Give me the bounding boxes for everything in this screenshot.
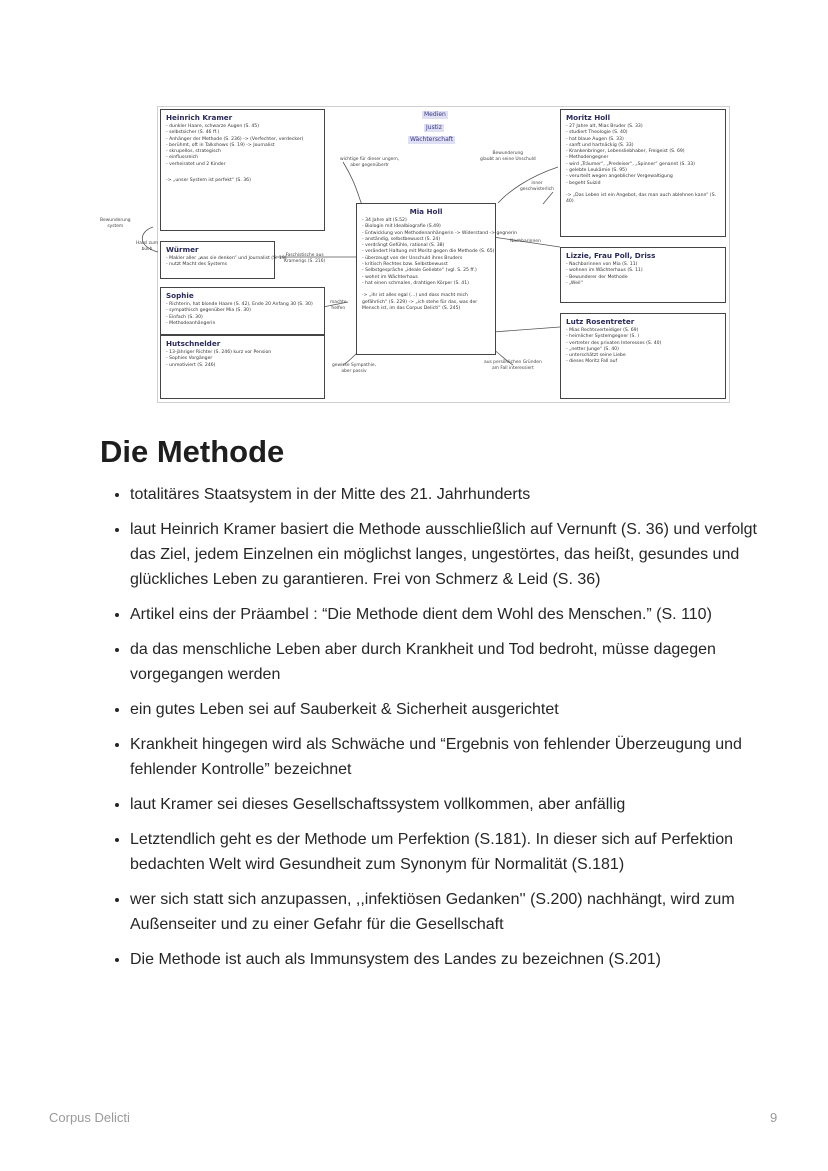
node-item: - kritisch Rechtes bzw. Selbstbewusst <box>362 262 448 268</box>
node-item: - „Weil“ <box>566 280 583 286</box>
node-item: - Methodeanhängerin <box>166 320 216 326</box>
character-map-diagram <box>136 106 730 403</box>
node-title: Hutschnelder <box>166 339 221 348</box>
bullet-item: • laut Kramer sei dieses Gesellschaftssystem vollkommen, aber anfällig <box>130 792 758 817</box>
node-title: Würmer <box>166 245 199 254</box>
bullet-item: • Die Methode ist auch als Immunsystem des Landes zu bezeichnen (S.201) <box>130 947 758 972</box>
node-item: - verändert Haltung mit Moritz gegen die Methode (S. 65) <box>362 249 495 255</box>
bullet-item: • Artikel eins der Präambel : “Die Methode dient dem Wohl des Menschen.” (S. 110) <box>130 602 758 627</box>
node-item: - Biologin mit Idealbiografie (S.49) <box>362 224 441 230</box>
node-item: - wird „Träumer“, „Predeiser“, „Spinner“ genannt (S. 33) <box>566 161 695 167</box>
footer-page-number: 9 <box>770 1110 778 1125</box>
node-item: - verdrängt Gefühle, rational (S. 38) <box>362 243 445 249</box>
tag-waechterschaft: Wächterschaft <box>410 136 454 143</box>
node-quote: -> „unser System ist perfekt“ (S. 36) <box>166 178 251 184</box>
node-sophie <box>160 287 325 335</box>
node-item: - 34 Jahre alt (S.52) <box>362 218 407 223</box>
node-item: - Selbstgespräche „ideale Geliebte“ (vgl. S. 25 ff.) <box>362 268 477 274</box>
node-title: Moritz Holl <box>566 113 611 122</box>
label-gewisse: gewisse Sympathie, aber passiv <box>332 363 376 374</box>
tag-medien: Medien <box>424 111 446 118</box>
node-item: - gelebte Leukämie (S. 95) <box>566 168 627 174</box>
node-item: - 27 Jahre alt, Mias Bruder (S. 33) <box>566 124 643 129</box>
node-title: Heinrich Kramer <box>166 113 233 122</box>
node-quote: -> „ihr ist alles egal (...) und dass macht mich gefährlich“ (S. 229) -> „ich stehe für das, was der Mensch ist, im das Corpus Delicti“ (S. 245) <box>362 293 478 311</box>
node-item: - skrupellos, strategisch <box>166 149 221 155</box>
label-inner: inner geschwisterlich <box>520 181 554 192</box>
bullet-item: • Krankheit hingegen wird als Schwäche und “Ergebnis von fehlender Überzeugung und fehlender Kontrolle” bezeichnet <box>130 732 758 782</box>
node-item: - Makler aller „was sie denken“ und Journalist (S. 19) <box>166 256 287 261</box>
section-heading: Die Methode <box>100 434 285 469</box>
node-item: - berühmt, oft in Talkshows (S. 19) -> Journalist <box>166 142 275 148</box>
node-item: - heimlicher Systemgegner (S. ) <box>566 334 640 340</box>
node-item: - Sophies Vorgänger <box>166 356 213 362</box>
node-item: - vertreter des privaten Interesses (S. 40) <box>566 340 662 346</box>
connector-kramer-mia <box>343 162 363 207</box>
bullet-item: • Letztendlich geht es der Methode um Perfektion (S.181). In dieser sich auf Perfektion bedachten Welt wird Gesundheit zum Synonym für Normalität (S.181) <box>130 827 758 877</box>
node-item: - sympathisch gegenüber Mia (S. 30) <box>166 308 251 314</box>
node-item: - 13-jähriger Richter (S. 246) kurz vor Pension <box>166 350 272 355</box>
node-item: - nutzt Macht des Systems <box>166 262 228 268</box>
node-item: - „netter Junge“ (S. 40) <box>566 346 619 352</box>
bullet-list <box>110 482 758 982</box>
node-mia-holl <box>356 203 517 355</box>
node-item: - sanft und hartnäckig (S. 33) <box>566 142 634 148</box>
node-title: Lizzie, Frau Poll, Driss <box>566 251 656 260</box>
node-item: - dunkler Haare, schwarze Augen (S. 45) <box>166 124 260 129</box>
label-privat: aus persönlichen Gründen am Fall interessiert <box>484 360 542 371</box>
node-item: - selbstsicher (S. 46 ff.) <box>166 130 220 136</box>
tag-justiz: Justiz <box>426 124 442 131</box>
node-item: - unmotiviert (S. 246) <box>166 362 216 368</box>
node-item: - Nachbarinnen von Mia (S. 11) <box>566 262 638 267</box>
node-item: - einflussreich <box>166 155 199 161</box>
node-title: Mia Holl <box>409 207 443 216</box>
node-item: - hat einen schmalen, drahtigen Körper (S. 41) <box>362 280 469 286</box>
node-wuermer <box>160 241 287 279</box>
node-title: Lutz Rosentreter <box>566 317 635 326</box>
node-item: - Richterin, hat blonde Haare (S. 42), Ende 20 Anfang 30 (S. 30) <box>166 302 313 307</box>
node-hutschnelder <box>160 335 325 399</box>
bullet-item: • wer sich statt sich anzupassen, ,,infektiösen Gedanken'' (S.200) nachhängt, wird zum Außenseiter und zu einer Gefahr für die Gesellschaft <box>130 887 758 937</box>
label-nachbar: Nachbarinnen <box>510 239 541 244</box>
node-item: - anständig, selbstbewusst (S. 24) <box>362 236 441 242</box>
node-quote: -> „Das Leben ist ein Angebot, das man auch ablehnen kann“ (S. 40) <box>566 192 717 205</box>
node-item: - wohnen im Wächterhaus (S. 11) <box>566 268 643 274</box>
label-wichtig: wichtige für dieser ungern, aber gegenübertr <box>340 157 400 168</box>
node-item: - studiert Theologie (S. 40) <box>566 130 628 136</box>
node-item: - dieses Moritz Fall auf <box>566 359 618 365</box>
node-item: - Krankenbringer, Lebensliebhaber, Freigeist (S. 69) <box>566 149 685 155</box>
bullet-item: • totalitäres Staatsystem in der Mitte des 21. Jahrhunderts <box>130 482 758 507</box>
node-item: - Methodengegner <box>566 155 609 161</box>
label-bewunderung-left: Bewunderung system <box>100 218 131 229</box>
node-item: - verheiratet und 2 Kinder <box>166 161 226 167</box>
node-item: - hat blaue Augen (S. 33) <box>566 136 624 142</box>
bullet-item: • da das menschliche Leben aber durch Krankheit und Tod bedroht, müsse dagegen vorgegangen werden <box>130 637 758 687</box>
label-bewunderung-right: Bewunderung glaubt an seine Unschuld <box>480 151 536 162</box>
bullet-item: • ein gutes Leben sei auf Sauberkeit & Sicherheit ausgerichtet <box>130 697 758 722</box>
node-title: Sophie <box>166 291 194 300</box>
label-macht: machte helfen <box>330 300 347 311</box>
footer-document-title: Corpus Delicti <box>49 1110 130 1125</box>
node-item: - Einfach (S. 30) <box>166 314 203 320</box>
connector-mia-lutz <box>493 327 560 332</box>
node-item: - verurteilt wegen angeblicher Vergewaltigung <box>566 174 673 180</box>
node-item: - wohnt im Wächterhaus <box>362 274 418 280</box>
label-faschismus: Faschistische aus Kramerigs (S. 216) <box>284 253 326 264</box>
connector-inner <box>543 192 553 204</box>
node-heinrich-kramer <box>160 109 325 231</box>
node-item: - Bewunderer der Methode <box>566 274 628 280</box>
node-item: - Entwicklung von Methodenanhängerin -> Widerstand -> gegnerin <box>362 230 517 236</box>
node-item: - überzeugt von der Unschuld ihres Bruders <box>362 255 463 261</box>
node-item: - begeht Suizid <box>566 180 601 186</box>
node-lizzie-frau-poll-driss <box>560 247 726 303</box>
node-lutz-rosentreter <box>560 313 726 399</box>
node-item: - Anhänger der Methode (S. 236) -> (Verfechter, verdecker) <box>166 136 304 142</box>
node-item: - unterschätzt seine Liebe <box>566 353 626 359</box>
bullet-item: • laut Heinrich Kramer basiert die Methode ausschließlich auf Vernunft (S. 36) und verfolgt das Ziel, jedem Einzelnen ein möglichst langes, ungestörtes, das heißt, gesundes und glückliches Leben zu garantieren. Frei von Schmerz & Leid (S. 36) <box>130 517 758 592</box>
label-hatsl: Hatsl zum buch <box>136 241 158 252</box>
node-moritz-holl <box>560 109 726 237</box>
node-item: - Mias Rechtsverteidiger (S. 69) <box>566 328 639 333</box>
